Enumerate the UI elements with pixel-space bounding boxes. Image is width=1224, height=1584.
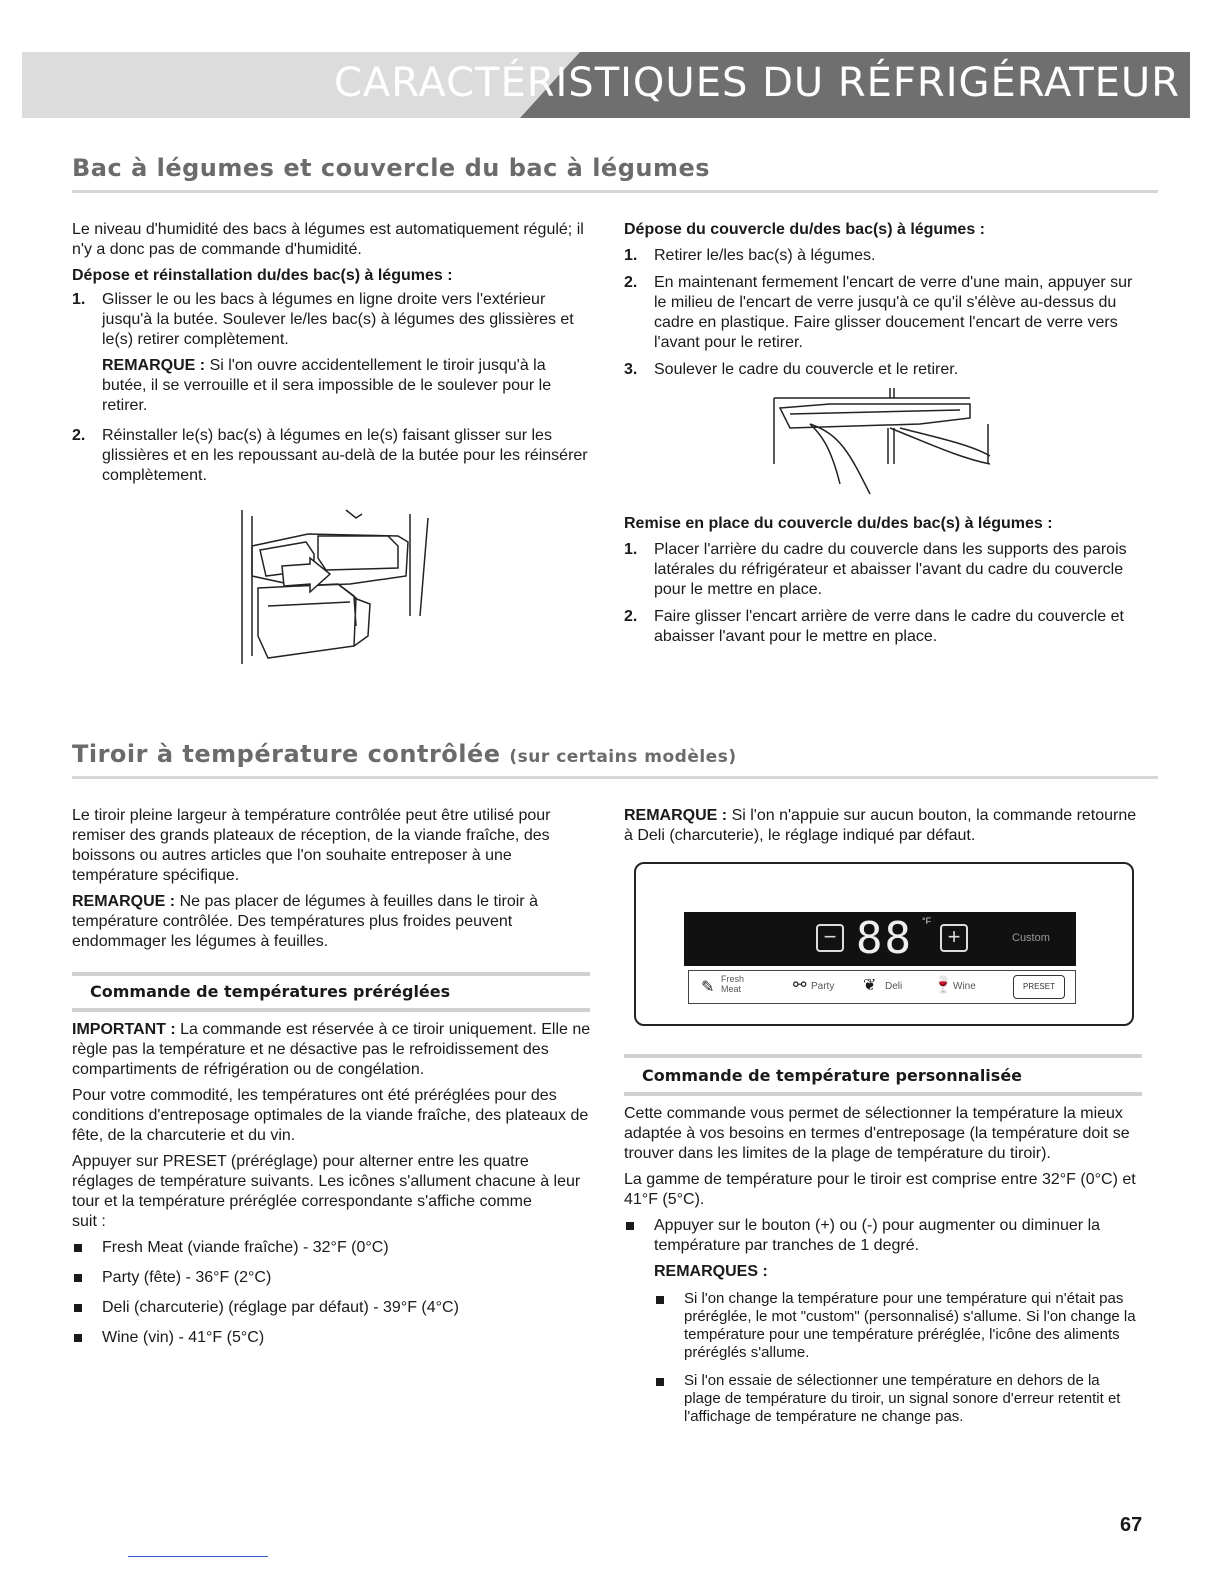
section-title-drawer: Tiroir à température contrôlée (sur certains modèles) xyxy=(72,740,737,768)
preset-heading: Commande de températures préréglées xyxy=(90,982,451,1001)
custom-heading: Commande de température personnalisée xyxy=(642,1066,1023,1085)
preset-important: IMPORTANT : La commande est réservée à ce tiroir uniquement. Elle ne règle pas la température et ne désactive pas le refroidissement des compartiments de réfrigération ou de congélation. xyxy=(72,1021,591,1078)
subsection-rule xyxy=(72,1008,590,1012)
list-item: 1. Glisser le ou les bacs à légumes en ligne droite vers l'extérieur jusqu'à la butée. Soulever le/les bac(s) à légumes des glissières et le(s) retirer complètement. REMARQUE : Si l'on ouvre accidentellement le tiroir jusqu'à la butée, il se verrouille et il sera impossible de le soulever pour le retirer. xyxy=(72,290,592,416)
temperature-unit: °F xyxy=(922,916,932,926)
list-item: Si l'on change la température pour une température qui n'était pas préréglée, le mot "custom" (personnalisé) s'allume. Si l'on change la température pour une température préréglée, l'icône des aliments préréglés s'allume. xyxy=(654,1290,1139,1362)
party-icon: ⚯ xyxy=(793,977,807,994)
page-header-title: CARACTÉRISTIQUES DU RÉFRIGÉRATEUR xyxy=(333,60,1180,106)
preset-button[interactable]: PRESET xyxy=(1013,975,1065,999)
page-number: 67 xyxy=(1120,1514,1143,1536)
control-panel xyxy=(634,862,1134,1026)
cover-replace-heading: Remise en place du couvercle du/des bac(s) à légumes : xyxy=(624,515,1053,532)
list-item: Appuyer sur le bouton (+) ou (-) pour augmenter ou diminuer la température par tranches de 1 degré. REMARQUES : Si l'on change la température pour une température qui n'était pas préréglée, le mot "custom" (personnalisé) s'allume. Si l'on change la température pour une température préréglée, l'icône des aliments préréglés s'allume. Si l'on essaie de sélectionner une température en dehors de la plage de température du tiroir, un signal sonore d'erreur retentit et l'affichage de température ne change pas. xyxy=(624,1216,1139,1426)
section-title-crisper: Bac à légumes et couvercle du bac à légumes xyxy=(72,154,711,182)
preset-body xyxy=(72,1020,592,1358)
subsection-rule xyxy=(624,1054,1142,1058)
drawer-note: REMARQUE : Ne pas placer de légumes à feuilles dans le tiroir à température contrôlée. Des températures plus froides peuvent endommager les légumes à feuilles. xyxy=(72,893,538,950)
control-display xyxy=(684,912,1076,966)
wine-icon: 🍷 xyxy=(933,977,953,994)
crisper-intro: Le niveau d'humidité des bacs à légumes est automatiquement régulé; il n'y a donc pas de commande d'humidité. xyxy=(72,221,584,258)
list-item: Fresh Meat (viande fraîche) - 32°F (0°C) xyxy=(72,1238,592,1258)
deli-icon: ❦ xyxy=(863,977,877,994)
crisper-removal-heading: Dépose et réinstallation du/des bac(s) à légumes : xyxy=(72,267,453,284)
preset-paragraph: suit : xyxy=(72,1213,106,1230)
section-rule xyxy=(72,776,1158,779)
preset-deli: Deli xyxy=(885,981,903,992)
minus-button[interactable]: − xyxy=(816,924,844,952)
crisper-note: REMARQUE : Si l'on ouvre accidentellement le tiroir jusqu'à la butée, il se verrouille et il sera impossible de le soulever pour le retirer. xyxy=(102,357,552,414)
preset-fresh-meat: Fresh Meat xyxy=(721,974,745,994)
footer-line xyxy=(128,1556,268,1557)
list-item: 2. Faire glisser l'encart arrière de verre dans le cadre du couvercle et abaisser l'avant pour le mettre en place. xyxy=(624,608,1124,645)
list-item: Si l'on essaie de sélectionner une température en dehors de la plage de température du tiroir, un signal sonore d'erreur retentit et l'affichage de température ne change pas. xyxy=(654,1372,1139,1426)
list-item: Party (fête) - 36°F (2°C) xyxy=(72,1268,592,1288)
preset-paragraph: Appuyer sur PRESET (préréglage) pour alterner entre les quatre réglages de température suivants. Les icônes s'allument chacune à leur tour et la température préréglée correspondante s'affiche comme xyxy=(72,1153,581,1210)
drawer-left-column xyxy=(72,806,592,952)
remarks-heading: REMARQUES : xyxy=(654,1263,768,1280)
custom-body xyxy=(624,1104,1139,1436)
list-item: 3. Soulever le cadre du couvercle et le retirer. xyxy=(624,361,959,378)
preset-party: Party xyxy=(811,981,835,992)
list-item: Wine (vin) - 41°F (5°C) xyxy=(72,1328,592,1348)
plus-button[interactable]: + xyxy=(940,924,968,952)
custom-paragraph: Cette commande vous permet de sélectionner la température la mieux adaptée à vos besoins en termes d'entreposage (la température doit se trouver dans les limites de la plage de température du tiroir). xyxy=(624,1105,1130,1162)
crisper-cover-illustration xyxy=(770,384,1000,496)
list-item: 1. Retirer le/les bac(s) à légumes. xyxy=(624,247,876,264)
preset-strip xyxy=(688,970,1076,1004)
crisper-left-column xyxy=(72,220,592,493)
list-item: Deli (charcuterie) (réglage par défaut) - 39°F (4°C) xyxy=(72,1298,592,1318)
subsection-rule xyxy=(72,972,590,976)
drawer-intro: Le tiroir pleine largeur à température contrôlée peut être utilisé pour remiser des grands plateaux de réception, de la viande fraîche, des boissons ou autres articles que l'on souhaite entreposer à une température spécifique. xyxy=(72,807,551,884)
preset-paragraph: Pour votre commodité, les températures ont été préréglées pour des conditions d'entreposage optimales de la viande fraîche, des plateaux de fête, de la charcuterie et du vin. xyxy=(72,1087,589,1144)
list-item: 2. Réinstaller le(s) bac(s) à légumes en le(s) faisant glisser sur les glissières et en les repoussant au-delà de la butée pour les réinsérer complètement. xyxy=(72,427,588,484)
subsection-rule xyxy=(624,1092,1142,1096)
list-item: 1. Placer l'arrière du cadre du couvercle dans les supports des parois latérales du réfrigérateur et abaisser l'avant du cadre du couvercle pour le mettre en place. xyxy=(624,541,1127,598)
temperature-readout: 88 xyxy=(856,913,913,964)
crisper-drawer-illustration xyxy=(238,506,438,666)
list-item: 2. En maintenant fermement l'encart de verre d'une main, appuyer sur le milieu de l'encart de verre jusqu'à ce qu'il s'élève au-dessus du cadre en plastique. Faire glisser doucement l'encart de verre vers l'avant pour le retirer. xyxy=(624,274,1133,351)
cover-removal-heading: Dépose du couvercle du/des bac(s) à légumes : xyxy=(624,221,985,238)
crisper-right-column xyxy=(624,220,1139,387)
custom-indicator: Custom xyxy=(1012,932,1050,944)
custom-paragraph: La gamme de température pour le tiroir est comprise entre 32°F (0°C) et 41°F (5°C). xyxy=(624,1171,1136,1208)
fresh-meat-icon: ✎ xyxy=(701,979,715,996)
preset-wine: Wine xyxy=(953,981,976,992)
section-rule xyxy=(72,190,1158,193)
drawer-right-note: REMARQUE : Si l'on n'appuie sur aucun bouton, la commande retourne à Deli (charcuterie), le réglage indiqué par défaut. xyxy=(624,807,1137,844)
cover-replace-block xyxy=(624,514,1139,654)
